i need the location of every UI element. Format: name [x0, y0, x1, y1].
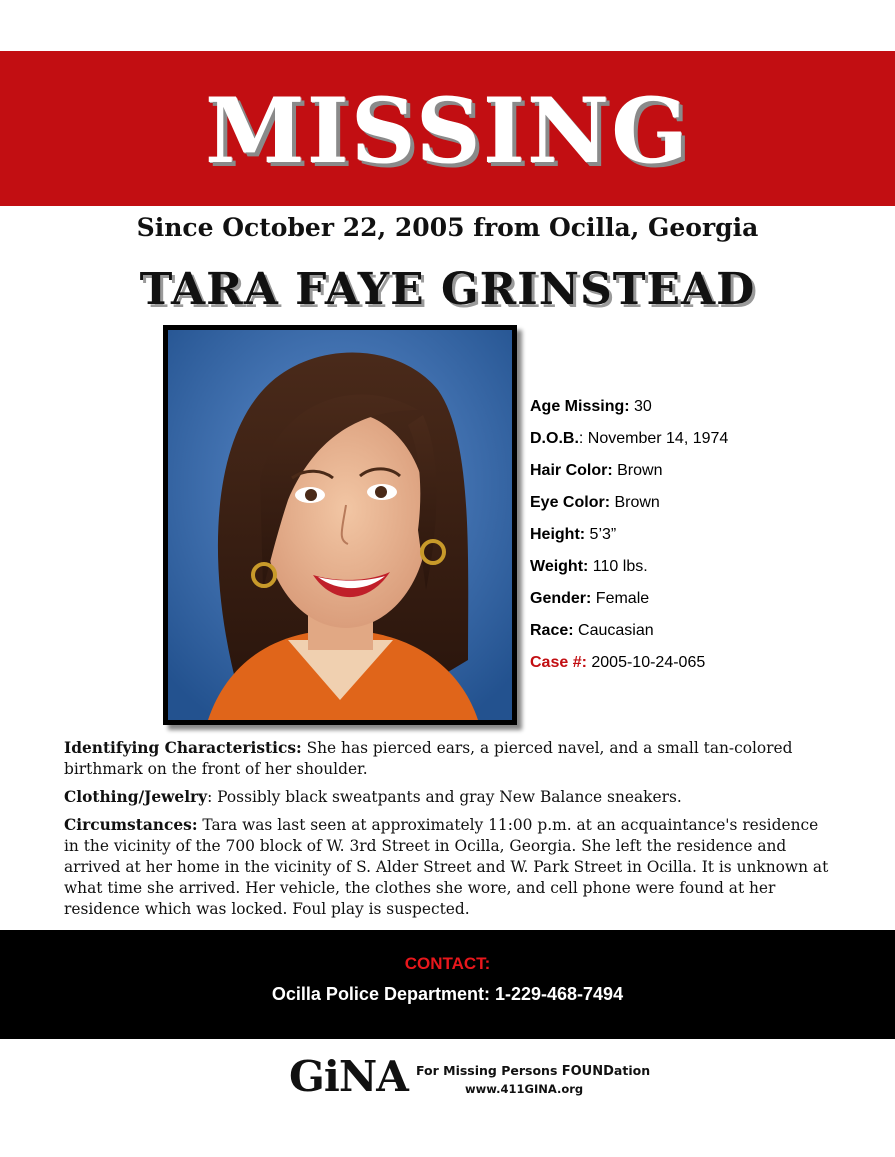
person-portrait [168, 330, 512, 720]
contact-phone: Ocilla Police Department: 1-229-468-7494 [271, 984, 624, 1004]
gina-logo-wordmark: GiNA [289, 1052, 408, 1101]
gina-website[interactable]: www.411GINA.org [465, 1082, 584, 1096]
fact-case-number: Case #: 2005-10-24-065 [530, 654, 706, 671]
fact-gender: Gender: Female [530, 590, 650, 607]
fact-eye-color: Eye Color: Brown [530, 494, 660, 511]
case-details [64, 738, 834, 927]
fact-age: Age Missing: 30 [530, 398, 652, 415]
person-name: TARA FAYE GRINSTEAD [139, 264, 756, 315]
gina-logo [289, 1052, 651, 1102]
person-facts [530, 391, 870, 679]
fact-height: Height: 5’3” [530, 526, 617, 543]
gina-tagline: For Missing Persons FOUNDation [416, 1063, 651, 1079]
clothing-jewelry: Clothing/Jewelry: Possibly black sweatpants and gray New Balance sneakers. [64, 788, 682, 806]
identifying-characteristics: Identifying Characteristics: She has pierced ears, a pierced navel, and a small tan-colored birthmark on the front of her shoulder. [64, 739, 793, 778]
missing-since-line: Since October 22, 2005 from Ocilla, Georgia [136, 213, 759, 242]
contact-title: CONTACT: [404, 954, 491, 973]
contact-section [0, 930, 895, 1039]
fact-weight: Weight: 110 lbs. [530, 558, 648, 575]
person-photo [163, 325, 517, 725]
fact-dob: D.O.B.: November 14, 1974 [530, 430, 729, 447]
fact-hair-color: Hair Color: Brown [530, 462, 663, 479]
missing-heading: MISSING [205, 78, 690, 184]
circumstances: Circumstances: Tara was last seen at approximately 11:00 p.m. at an acquaintance's residence in the vicinity of the 700 block of W. 3rd Street in Ocilla, Georgia. She left the residence and arrived at her home in the vicinity of S. Alder Street and W. Park Street in Ocilla. It is unknown at what time she arrived. Her vehicle, the clothes she wore, and cell phone were found at her residence which was locked. Foul play is suspected. [64, 816, 829, 918]
fact-race: Race: Caucasian [530, 622, 654, 639]
